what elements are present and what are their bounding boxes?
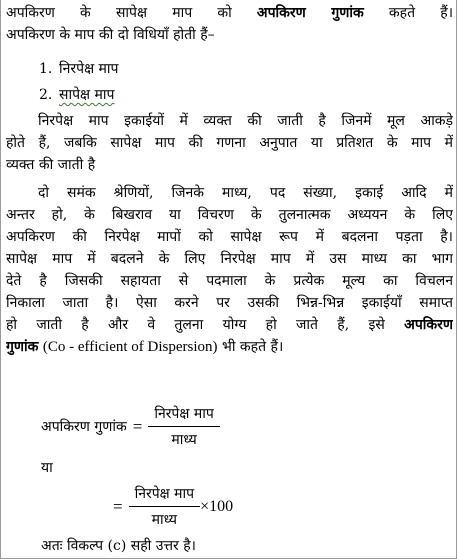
list-item: 1. निरपेक्ष माप — [39, 61, 119, 77]
para3-line-2: अन्तर हो, के बिखराव या विचरण के तुलनात्मक अध्ययन के लिए — [6, 207, 453, 223]
multiplier: ×100 — [200, 497, 234, 515]
para3-line-7: हो जाती है और वे तुलना योग्य हो जाते हैं, इसे अपकिरण — [6, 317, 453, 333]
fraction-numerator: निरपेक्ष माप — [148, 404, 220, 427]
equals-sign: = — [132, 416, 143, 436]
percentage-formula — [113, 484, 233, 529]
term-coefficient-of-dispersion: गुणांक — [6, 339, 39, 355]
fraction-denominator: माध्य — [171, 432, 197, 448]
answer-line: अतः विकल्प (c) सही उत्तर है। — [41, 538, 196, 554]
fraction — [129, 484, 201, 529]
fraction-denominator: माध्य — [151, 512, 178, 528]
fraction-numerator: निरपेक्ष माप — [129, 484, 201, 507]
para3-line-5: देते है जिसकी सहायता से पदमाला के प्रत्येक मूल्य का विचलन — [6, 273, 453, 289]
term-coefficient-of-dispersion: अपकिरण गुणांक — [256, 5, 364, 21]
para3-line-8: गुणांक (Co - efficient of Dispersion) भी कहते हैं। — [6, 339, 284, 355]
absolute-vs-relative-paragraph — [6, 110, 453, 176]
term-coefficient-of-dispersion: अपकिरण — [404, 317, 453, 333]
para2-line-1: निरपेक्ष माप इकाईयों में व्यक्त की जाती है जिनमें मूल आकड़े — [38, 113, 453, 129]
intro-line-2: अपकिरण के माप की दो विधियाँ होती हैं– — [6, 27, 215, 43]
fraction — [148, 404, 220, 449]
para3-line-3: अपकिरण की निरपेक्ष मापों को सापेक्ष रूप में बदलना पड़ता है। — [6, 229, 453, 245]
para2-line-2: होते हैं, जबकि सापेक्ष माप की गणना अनुपात या प्रतिशत के माप में — [6, 135, 453, 151]
formula-lhs: अपकिरण गुणांक — [41, 419, 127, 435]
intro-line-1: अपकिरण के सापेक्ष माप को अपकिरण गुणांक कहते हैं। — [6, 5, 453, 21]
intro-paragraph — [6, 2, 453, 46]
para3-line-4: सापेक्ष माप में बदलने के लिए निरपेक्ष माप में उस माध्य का भाग — [6, 251, 453, 267]
equals-sign: = — [113, 496, 123, 516]
coefficient-formula — [41, 404, 220, 449]
para3-line-6: निकाला जाता है। ऐसा करने पर उसकी भिन्न-भिन्न इकाईयाँ समाप्त — [6, 295, 453, 311]
para2-line-3: व्यक्त की जाती है — [6, 157, 96, 173]
english-term: (Co - efficient of Dispersion) — [42, 339, 218, 355]
explanation-paragraph — [6, 182, 453, 358]
or-text: या — [41, 460, 53, 476]
para3-line-1: दो समंक श्रेणियों, जिनके माध्य, पद संख्या, इकाई आदि में — [38, 185, 453, 201]
list-item: 2. सापेक्ष माप — [39, 87, 115, 103]
